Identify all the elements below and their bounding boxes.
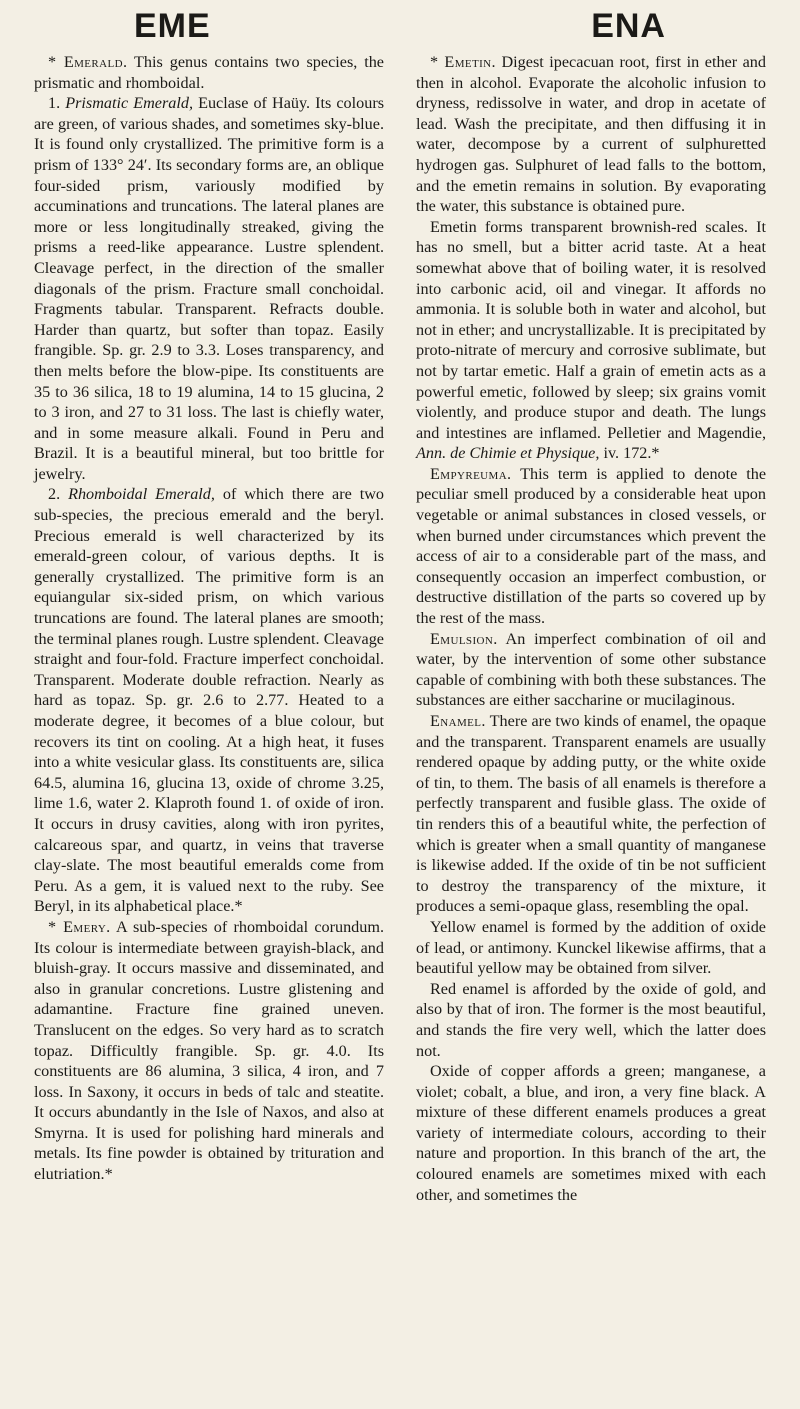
entry-italic: Prismatic Emerald, xyxy=(65,94,194,113)
entry-text: There are two kinds of enamel, the opaque and the transparent. Transparent enamels are usually rendered opaque by adding putty, or the white oxide of tin, to them. The basis of all enamels is therefore a perfectly transparent and fusible glass. The oxide of tin renders this of a beautiful white, the perfection of which is greater when a small quantity of manganese is likewise added. If the oxide of tin be not sufficient to destroy the transparency of the mixture, it produces a semi-opaque glass, resembling the opal. xyxy=(416,712,766,916)
entry-italic: Rhomboidal Emerald, xyxy=(68,485,215,504)
entry-text: This genus contains two species, the prismatic and rhomboidal. xyxy=(34,53,384,92)
entry-prismatic-emerald xyxy=(34,93,384,484)
entry-text: Yellow enamel is formed by the addition of oxide of lead, or antimony. Kunckel likewise affirms, that a beautiful yellow may be obtained from silver. xyxy=(416,917,766,978)
entry-head: Empyreuma. xyxy=(430,464,512,483)
entry-emulsion xyxy=(416,629,766,711)
entry-rhomboidal-emerald xyxy=(34,484,384,916)
entry-text: A sub-species of rhomboidal corundum. Its colour is intermediate between grayish-black, and bluish-gray. It occurs massive and disseminated, and also in granular concretions. Lustre glistening and adamantine. Fracture fine grained uneven. Translucent on the edges. So very hard as to scratch topaz. Difficultly frangible. Sp. gr. 4.0. Its constituents are 86 alumina, 3 silica, 4 iron, and 7 loss. In Saxony, it occurs in beds of talc and steatite. It occurs abundantly in the Isle of Naxos, and also at Smyrna. It is used for polishing hard minerals and metals. Its fine powder is obtained by trituration and elutriation.* xyxy=(34,917,385,1184)
right-column xyxy=(416,52,766,1205)
entry-yellow-enamel xyxy=(416,917,766,979)
entry-text: Emetin forms transparent brownish-red scales. It has no smell, but a bitter acrid taste. At a heat somewhat above that of boiling water, it is resolved into carbonic acid, oil and vinegar. It affords no ammonia. It is soluble both in water and alcohol, but not in ether; and uncrystallizable. It is precipitated by proto-nitrate of mercury and corrosive sublimate, but not by tartar emetic. Half a grain of emetin acts as a powerful emetic, followed by sleep; six grains vomit violently, and produce stupor and death. The lungs and intestines are inflamed. Pelletier and Magendie, xyxy=(416,217,766,442)
entry-prefix: 2. xyxy=(48,485,69,504)
running-head xyxy=(34,6,766,52)
entry-emery xyxy=(34,917,384,1185)
entry-emetin-properties xyxy=(416,217,766,464)
entry-emetin xyxy=(416,52,766,217)
entry-text: Oxide of copper affords a green; manganese, a violet; cobalt, a blue, and iron, a very fine black. A mixture of these different enamels produces a great variety of intermediate colours, according to their nature and proportion. In this branch of the art, the coloured enamels are sometimes mixed with each other, and sometimes the xyxy=(416,1062,766,1204)
entry-enamel xyxy=(416,711,766,917)
entry-red-enamel xyxy=(416,979,766,1061)
entry-text: An imperfect combination of oil and water, by the intervention of some other substance capable of combining with both these substances. The substances are either saccharine or mucilaginous. xyxy=(416,629,766,710)
running-head-left: EME xyxy=(134,7,211,45)
left-column xyxy=(34,52,384,1205)
entry-text: of which there are two sub-species, the precious emerald and the beryl. Precious emerald is well characterized by its emerald-green colour, of various depths. It is generally crystallized. The primitive form is an equiangular six-sided prism, on which various truncations are found. The lateral planes are smooth; the terminal planes rough. Lustre splendent. Cleavage straight and four-fold. Fracture imperfect conchoidal. Transparent. Moderate double refraction. Nearly as hard as topaz. Sp. gr. 2.6 to 2.77. Heated to a moderate degree, it becomes of a blue colour, but recovers its tint on cooling. At a high heat, it fuses into a white vesicular glass. Its constituents are, silica 64.5, alumina 16, glucina 13, oxide of chrome 3.25, lime 1.6, water 2. Klaproth found 1. of oxide of iron. It occurs in drusy cavities, along with iron pyrites, calcareous spar, and quartz, in veins that traverse clay-slate. The most beautiful emeralds come from Peru. As a gem, it is valued next to the ruby. See Beryl, in its alphabetical place.* xyxy=(34,485,385,916)
entry-copper-oxide xyxy=(416,1061,766,1205)
running-head-right: ENA xyxy=(591,7,666,45)
entry-head: Enamel. xyxy=(430,712,486,730)
citation-tail: iv. 172.* xyxy=(599,444,660,463)
entry-text: Euclase of Haüy. Its colours are green, of various shades, and sometimes sky-blue. It is found only crystallized. The primitive form is a prism of 133° 24′. Its secondary forms are, an oblique four-sided prism, variously modified by accuminations and truncations. The lateral planes are more or less longitudinally streaked, giving the prisms a reed-like appearance. Lustre splendent. Cleavage perfect, in the direction of the smaller diagonals of the prism. Fracture small conchoidal. Fragments tabular. Transparent. Refracts double. Harder than quartz, but softer than topaz. Easily frangible. Sp. gr. 2.9 to 3.3. Loses transparency, and then melts before the blow-pipe. Its constituents are 35 to 36 silica, 18 to 19 alumina, 14 to 15 glucina, 2 to 3 iron, and 27 to 31 loss. The last is chiefly water, and in some measure alkali. Found in Peru and Brazil. It is a beautiful mineral, but too brittle for jewelry. xyxy=(34,94,385,483)
entry-head: * Emerald. xyxy=(48,53,128,71)
entry-head: * Emery. xyxy=(48,917,111,936)
entry-text: Red enamel is afforded by the oxide of gold, and also by that of iron. The former is the most beautiful, and stands the fire very well, which the latter does not. xyxy=(416,979,766,1060)
entry-head: Emulsion. xyxy=(430,629,498,648)
entry-text: Digest ipecacuan root, first in ether and then in alcohol. Evaporate the alcoholic infusion to dryness, redissolve in water, and drop in acetate of lead. Wash the precipitate, and then diffusing it in water, decompose by a current of sulphuretted hydrogen gas. Sulphuret of lead falls to the bottom, and the emetin remains in solution. By evaporating the water, this substance is obtained pure. xyxy=(416,53,766,216)
text-columns xyxy=(34,52,766,1205)
citation-italic: Ann. de Chimie et Physique, xyxy=(416,444,600,463)
entry-head: * Emetin. xyxy=(430,53,496,71)
entry-prefix: 1. xyxy=(48,94,66,113)
entry-text: This term is applied to denote the peculiar smell produced by a considerable heat upon vegetable or animal substances in closed vessels, or when burned under circumstances which prevent the access of air to a considerable part of the mass, and consequently occasion an imperfect combustion, or destructive distillation of the parts so covered up by the rest of the mass. xyxy=(416,464,766,628)
entry-empyreuma xyxy=(416,464,766,629)
entry-emerald xyxy=(34,52,384,93)
